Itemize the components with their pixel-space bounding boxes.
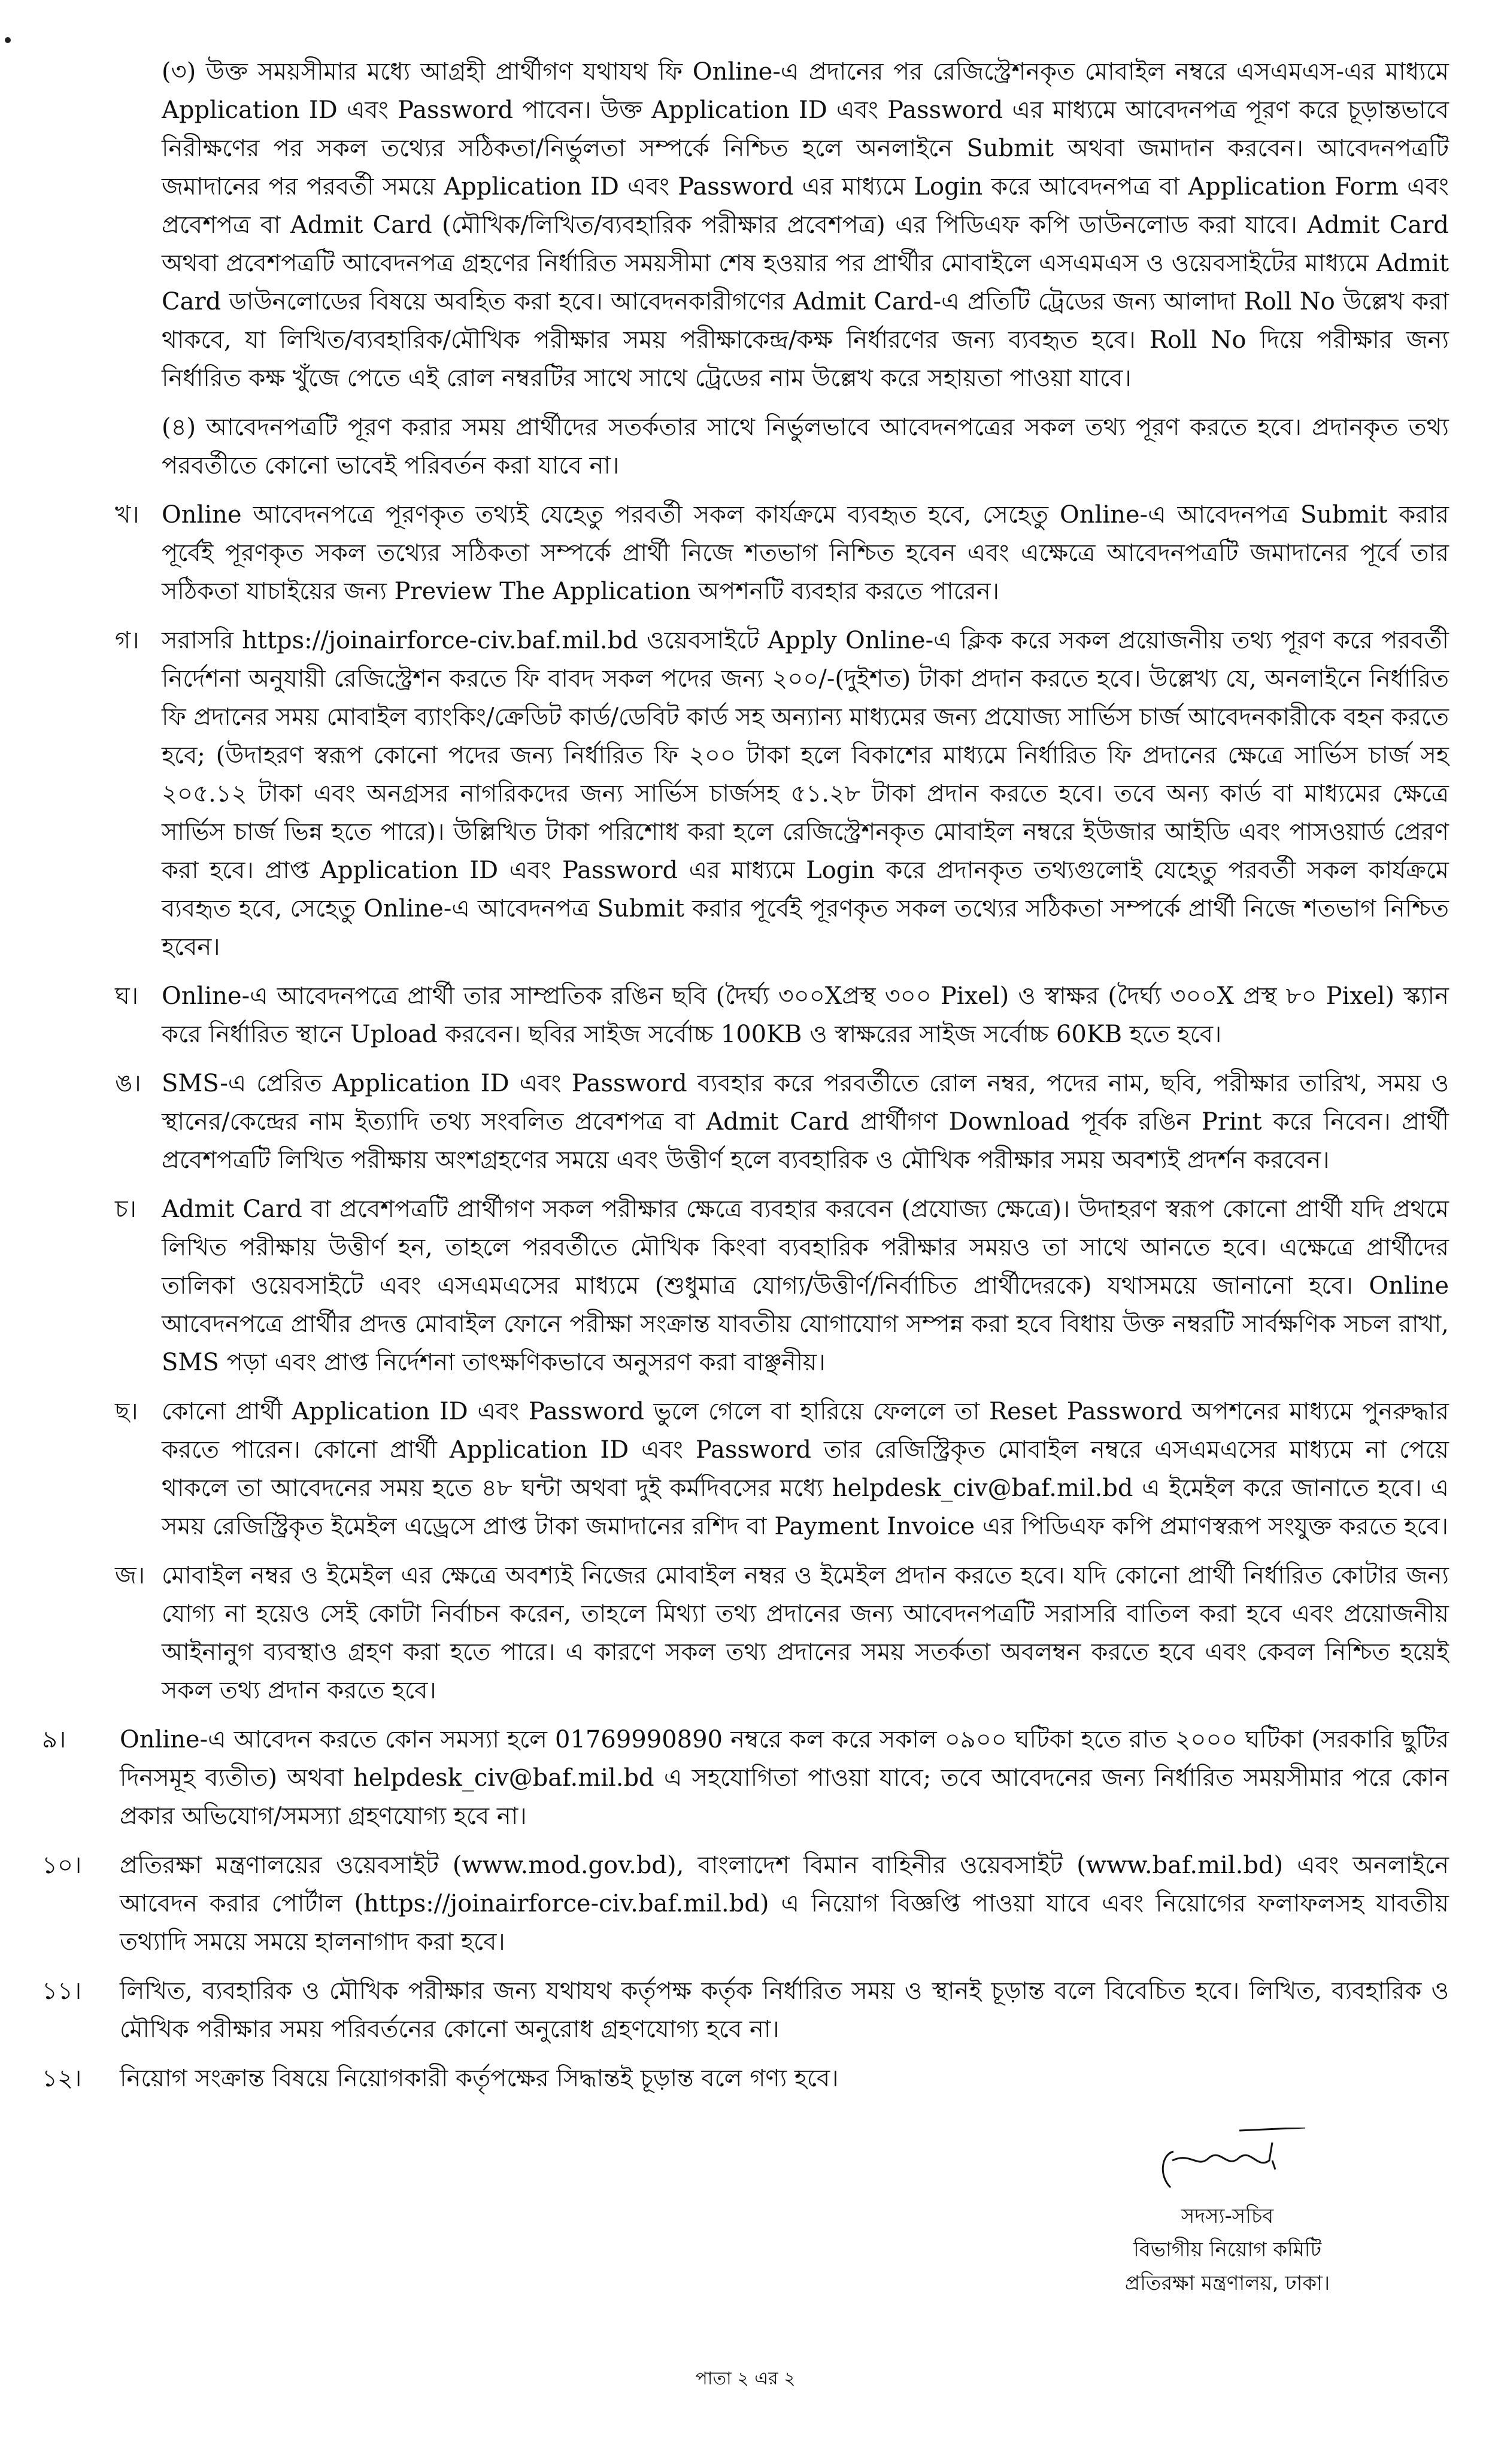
paragraph-text: সরাসরি https://joinairforce-civ.baf.mil.bd ওয়েবসাইটে Apply Online-এ ক্লিক করে সকল প্রয়োজনীয় তথ্য পূরণ করে পরবর্তী নির্দেশনা অনুযায়ী রেজিস্ট্রেশন করতে ফি বাবদ সকল পদের জন্য ২০০/-(দুইশত) টাকা প্রদান করতে হবে। উল্লেখ্য যে, অনলাইনে নির্ধারিত ফি প্রদানের সময় মোবাইল ব্যাংকিং/ক্রেডিট কার্ড/ডেবিট কার্ড সহ অন্যান্য মাধ্যমের জন্য প্রযোজ্য সার্ভিস চার্জ আবেদনকারীকে বহন করতে হবে; (উদাহরণ স্বরূপ কোনো পদের জন্য নির্ধারিত ফি ২০০ টাকা হলে বিকাশের মাধ্যমে নির্ধারিত ফি প্রদানের ক্ষেত্রে সার্ভিস চার্জ সহ ২০৫.১২ টাকা এবং অনগ্রসর নাগরিকদের জন্য সার্ভিস চার্জসহ ৫১.২৮ টাকা প্রদান করতে হবে। তবে অন্য কার্ড বা মাধ্যমের ক্ষেত্রে সার্ভিস চার্জ ভিন্ন হতে পারে)। উল্লিখিত টাকা পরিশোধ করা হলে রেজিস্ট্রেশনকৃত মোবাইল নম্বরে ইউজার আইডি এবং পাসওয়ার্ড প্রেরণ করা হবে। প্রাপ্ত Application ID এবং Password এর মাধ্যমে Login করে প্রদানকৃত তথ্যগুলোই যেহেতু পরবর্তী সকল কার্যক্রমে ব্যবহৃত হবে, সেহেতু Online-এ আবেদনপত্র Submit করার পূর্বেই পূরণকৃত সকল তথ্যের সঠিকতা সম্পর্কে প্রার্থী নিজে শতভাগ নিশ্চিত হবেন। bbox=[162, 627, 1449, 961]
signatory-title: সদস্য-সচিব bbox=[1181, 2204, 1274, 2228]
paragraph-text: প্রতিরক্ষা মন্ত্রণালয়ের ওয়েবসাইট (www.mod.gov.bd), বাংলাদেশ বিমান বাহিনীর ওয়েবসাইট (www.baf.mil.bd) এবং অনলাইনে আবেদন করার পোর্টাল (https://joinairforce-civ.baf.mil.bd) এ নিয়োগ বিজ্ঞপ্তি পাওয়া যাবে এবং নিয়োগের ফলাফলসহ যাবতীয় তথ্যাদি সময়ে সময়ে হালনাগাদ করা হবে। bbox=[120, 1852, 1449, 1956]
item-marker: চ। bbox=[115, 1195, 137, 1223]
paragraph-umo bbox=[42, 1064, 1449, 1179]
paragraph-ja bbox=[42, 1556, 1449, 1710]
paragraph-3 bbox=[42, 53, 1449, 397]
paragraph-text: SMS-এ প্রেরিত Application ID এবং Password ব্যবহার করে পরবর্তীতে রোল নম্বর, পদের নাম, ছবি, পরীক্ষার তারিখ, সময় ও স্থানের/কেন্দ্রের নাম ইত্যাদি তথ্য সংবলিত প্রবেশপত্র বা Admit Card প্রার্থীগণ Download পূর্বক রঙিন Print করে নিবেন। প্রার্থী প্রবেশপত্রটি লিখিত পরীক্ষায় অংশগ্রহণের সময়ে এবং উত্তীর্ণ হলে ব্যবহারিক ও মৌখিক পরীক্ষার সময় অবশ্যই প্রদর্শন করবেন। bbox=[162, 1070, 1449, 1174]
item-marker: ১১। bbox=[42, 1977, 82, 2005]
paragraph-text: মোবাইল নম্বর ও ইমেইল এর ক্ষেত্রে অবশ্যই নিজের মোবাইল নম্বর ও ইমেইল প্রদান করতে হবে। যদি কোনো প্রার্থী নির্ধারিত কোটার জন্য যোগ্য না হয়েও সেই কোটা নির্বাচন করেন, তাহলে মিথ্যা তথ্য প্রদানের জন্য আবেদনপত্রটি সরাসরি বাতিল করা হবে এবং প্রয়োজনীয় আইনানুগ ব্যবস্থাও গ্রহণ করা হতে পারে। এ কারণে সকল তথ্য প্রদানের সময় সতর্কতা অবলম্বন করতে হবে এবং কেবল নিশ্চিত হয়েই সকল তথ্য প্রদান করতে হবে। bbox=[162, 1562, 1449, 1704]
paragraph-text: (৪) আবেদনপত্রটি পূরণ করার সময় প্রার্থীদের সতর্কতার সাথে নির্ভুলভাবে আবেদনপত্রের সকল তথ্য পূরণ করতে হবে। প্রদানকৃত তথ্য পরবর্তীতে কোনো ভাবেই পরিবর্তন করা যাবে না। bbox=[162, 414, 1449, 480]
paragraph-text: লিখিত, ব্যবহারিক ও মৌখিক পরীক্ষার জন্য যথাযথ কর্তৃপক্ষ কর্তৃক নির্ধারিত সময় ও স্থানই চূড়ান্ত বলে বিবেচিত হবে। লিখিত, ব্যবহারিক ও মৌখিক পরীক্ষার সময় পরিবর্তনের কোনো অনুরোধ গ্রহণযোগ্য হবে না। bbox=[120, 1977, 1449, 2043]
page-number: পাতা ২ এর ২ bbox=[695, 2368, 796, 2389]
paragraph-gha bbox=[42, 977, 1449, 1054]
signatory-committee: বিভাগীয় নিয়োগ কমিটি bbox=[1133, 2238, 1321, 2262]
paragraph-10 bbox=[42, 1846, 1449, 1961]
item-marker: জ। bbox=[115, 1562, 145, 1589]
signatory-office: প্রতিরক্ষা মন্ত্রণালয়, ঢাকা। bbox=[1124, 2271, 1330, 2295]
item-marker: গ। bbox=[115, 627, 139, 654]
paragraph-text: কোনো প্রার্থী Application ID এবং Password ভুলে গেলে বা হারিয়ে ফেললে তা Reset Password অপশনের মাধ্যমে পুনরুদ্ধার করতে পারেন। কোনো প্রার্থী Application ID এবং Password তার রেজিস্ট্রিকৃত মোবাইল নম্বরে এসএমএসের মাধ্যমে না পেয়ে থাকলে তা আবেদনের সময় হতে ৪৮ ঘন্টা অথবা দুই কর্মদিবসের মধ্যে helpdesk_civ@baf.mil.bd এ ইমেইল করে জানাতে হবে। এ সময় রেজিস্ট্রিকৃত ইমেইল এড্রেসে প্রাপ্ত টাকা জমাদানের রশিদ বা Payment Invoice এর পিডিএফ কপি প্রমাণস্বরূপ সংযুক্ত করতে হবে। bbox=[162, 1398, 1449, 1540]
item-marker: খ। bbox=[115, 501, 139, 529]
item-marker: ঙ। bbox=[115, 1070, 141, 1097]
paragraph-chha bbox=[42, 1392, 1449, 1546]
paragraph-text: (৩) উক্ত সময়সীমার মধ্যে আগ্রহী প্রার্থীগণ যথাযথ ফি Online-এ প্রদানের পর রেজিস্ট্রেশনকৃত মোবাইল নম্বরে এসএমএস-এর মাধ্যমে Application ID এবং Password পাবেন। উক্ত Application ID এবং Password এর মাধ্যমে আবেদনপত্র পূরণ করে চূড়ান্তভাবে নিরীক্ষণের পর সকল তথ্যের সঠিকতা/নির্ভুলতা সম্পর্কে নিশ্চিত হলে অনলাইনে Submit অথবা জমাদান করবেন। আবেদনপত্রটি জমাদানের পর পরবর্তী সময়ে Application ID এবং Password এর মাধ্যমে Login করে আবেদনপত্র বা Application Form এবং প্রবেশপত্র বা Admit Card (মৌখিক/লিখিত/ব্যবহারিক পরীক্ষার প্রবেশপত্র) এর পিডিএফ কপি ডাউনলোড করা যাবে। Admit Card অথবা প্রবেশপত্রটি আবেদনপত্র গ্রহণের নির্ধারিত সময়সীমা শেষ হওয়ার পর প্রার্থীর মোবাইলে এসএমএস ও ওয়েবসাইটের মাধ্যমে Admit Card ডাউনলোডের বিষয়ে অবহিত করা হবে। আবেদনকারীগণের Admit Card-এ প্রতিটি ট্রেডের জন্য আলাদা Roll No উল্লেখ করা থাকবে, যা লিখিত/ব্যবহারিক/মৌখিক পরীক্ষার সময় পরীক্ষাকেন্দ্র/কক্ষ নির্ধারণের জন্য ব্যবহৃত হবে। Roll No দিয়ে পরীক্ষার জন্য নির্ধারিত কক্ষ খুঁজে পেতে এই রোল নম্বরটির সাথে সাথে ট্রেডের নাম উল্লেখ করে সহায়তা পাওয়া যাবে। bbox=[162, 58, 1449, 392]
paragraph-ga bbox=[42, 621, 1449, 966]
item-marker: ঘ। bbox=[115, 982, 139, 1010]
paragraph-11 bbox=[42, 1972, 1449, 2049]
paragraph-4 bbox=[42, 408, 1449, 485]
paragraph-text: Online-এ আবেদনপত্রে প্রার্থী তার সাম্প্রতিক রঙিন ছবি (দৈর্ঘ্য ৩০০Xপ্রস্থ ৩০০ Pixel) ও স্বাক্ষর (দৈর্ঘ্য ৩০০X প্রস্থ ৮০ Pixel) স্ক্যান করে নির্ধারিত স্থানে Upload করবেন। ছবির সাইজ সর্বোচ্চ 100KB ও স্বাক্ষরের সাইজ সর্বোচ্চ 60KB হতে হবে। bbox=[162, 982, 1449, 1048]
paragraph-text: Admit Card বা প্রবেশপত্রটি প্রার্থীগণ সকল পরীক্ষার ক্ষেত্রে ব্যবহার করবেন (প্রযোজ্য ক্ষেত্রে)। উদাহরণ স্বরূপ কোনো প্রার্থী যদি প্রথমে লিখিত পরীক্ষায় উত্তীর্ণ হন, তাহলে পরবর্তীতে মৌখিক কিংবা ব্যবহারিক পরীক্ষার সময়ও তা সাথে আনতে হবে। এক্ষেত্রে প্রার্থীদের তালিকা ওয়েবসাইটে এবং এসএমএসের মাধ্যমে (শুধুমাত্র যোগ্য/উত্তীর্ণ/নির্বাচিত প্রার্থীদেরকে) যথাসময়ে জানানো হবে। Online আবেদনপত্রে প্রার্থীর প্রদত্ত মোবাইল ফোনে পরীক্ষা সংক্রান্ত যাবতীয় যোগাযোগ সম্পন্ন করা হবে বিধায় উক্ত নম্বরটি সার্বক্ষণিক সচল রাখা, SMS পড়া এবং প্রাপ্ত নির্দেশনা তাৎক্ষণিকভাবে অনুসরণ করা বাঞ্ছনীয়। bbox=[162, 1195, 1449, 1376]
item-marker: ১২। bbox=[42, 2065, 82, 2092]
paragraph-text: Online-এ আবেদন করতে কোন সমস্যা হলে 01769990890 নম্বরে কল করে সকাল ০৯০০ ঘটিকা হতে রাত ২০০০ ঘটিকা (সরকারি ছুটির দিনসমূহ ব্যতীত) অথবা helpdesk_civ@baf.mil.bd এ সহযোগিতা পাওয়া যাবে; তবে আবেদনের জন্য নির্ধারিত সময়সীমার পরে কোন প্রকার অভিযোগ/সমস্যা গ্রহণযোগ্য হবে না। bbox=[120, 1726, 1449, 1830]
item-marker: ১০। bbox=[42, 1852, 82, 1879]
paragraph-cha bbox=[42, 1190, 1449, 1382]
signature-icon bbox=[1102, 2128, 1353, 2193]
paragraph-9 bbox=[42, 1720, 1449, 1835]
paragraph-text: নিয়োগ সংক্রান্ত বিষয়ে নিয়োগকারী কর্তৃপক্ষের সিদ্ধান্তই চূড়ান্ত বলে গণ্য হবে। bbox=[120, 2065, 839, 2092]
item-marker: ৯। bbox=[42, 1726, 66, 1753]
signature-block bbox=[1096, 2128, 1359, 2300]
paragraph-12 bbox=[42, 2059, 1449, 2098]
item-marker: ছ। bbox=[115, 1398, 138, 1425]
paragraph-text: Online আবেদনপত্রে পূরণকৃত তথ্যই যেহেতু পরবর্তী সকল কার্যক্রমে ব্যবহৃত হবে, সেহেতু Online-এ আবেদনপত্র Submit করার পূর্বেই পূরণকৃত সকল তথ্যের সঠিকতা সম্পর্কে প্রার্থী নিজে শতভাগ নিশ্চিত হবেন এবং এক্ষেত্রে আবেদনপত্রটি জমাদানের পূর্বে তার সঠিকতা যাচাইয়ের জন্য Preview The Application অপশনটি ব্যবহার করতে পারেন। bbox=[162, 501, 1449, 605]
paragraph-kha bbox=[42, 496, 1449, 611]
scan-speck bbox=[5, 37, 11, 43]
